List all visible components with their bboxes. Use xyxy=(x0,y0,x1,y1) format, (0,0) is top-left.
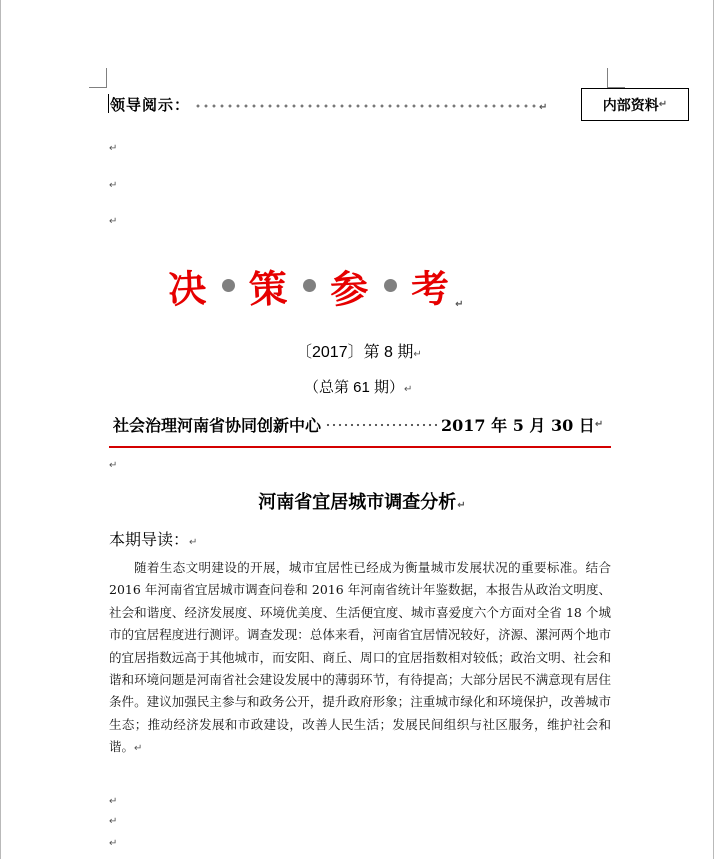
paragraph-mark-icon: ↵ xyxy=(134,743,143,755)
paragraph-mark-icon: ↵ xyxy=(413,349,422,360)
leader-dotted-leader xyxy=(194,102,539,110)
paragraph-mark-icon: ↵ xyxy=(109,816,118,827)
paragraph-mark-icon: ↵ xyxy=(457,500,466,511)
summary-text: 随着生态文明建设的开展，城市宜居性已经成为衡量城市发展状况的重要标准。结合 2016 年河南省宜居城市调查问卷和 2016 年河南省统计年鉴数据，本报告从政治文明度、社会和谐度、经济发展度、环境优美度、生活便宜度、城市喜爱度六个方面对全省 18 个城市的宜居程度进行测评。调查发现：总体来看，河南省宜居情况较好，济源、漯河两个地市的宜居指数远高于其他城市，而安阳、商丘、周口的宜居指数相对较低；政治文明、社会和谐和环境问题是河南省社会建设发展中的薄弱环节，有待提高；大部分居民不满意现有居住条件。建议加强民主参与和政务公开，提升政府形象；注重城市绿化和环境保护，改善城市生态；推动经济发展和市政建设，改善人民生活；发展民间组织与社区服务，维护社会和谐。 xyxy=(109,560,611,755)
empty-paragraph[interactable] xyxy=(109,816,117,827)
crop-mark-right-vertical xyxy=(607,68,608,88)
paragraph-mark-icon: ↵ xyxy=(658,99,668,110)
paragraph-mark-icon: ↵ xyxy=(109,216,118,227)
paragraph-mark-icon: ↵ xyxy=(404,384,413,395)
empty-paragraph[interactable] xyxy=(109,796,117,807)
summary-paragraph[interactable] xyxy=(109,557,611,761)
paragraph-mark-icon: ↵ xyxy=(109,180,118,191)
empty-paragraph[interactable] xyxy=(109,180,117,191)
page-left-edge xyxy=(0,0,1,859)
paragraph-mark-icon: ↵ xyxy=(594,419,604,430)
text-cursor xyxy=(108,94,109,113)
organization-name: 社会治理河南省协同创新中心 xyxy=(113,416,322,435)
organization-dotted-leader xyxy=(325,422,437,428)
empty-paragraph[interactable] xyxy=(109,838,117,849)
leader-review-line[interactable] xyxy=(110,94,548,115)
paragraph-mark-icon: ↵ xyxy=(109,838,118,849)
internal-material-box[interactable] xyxy=(581,88,689,121)
issue-date: 2017 年 5 月 30 日 xyxy=(441,416,595,435)
masthead-char: 参 xyxy=(329,264,372,312)
issue-number-line[interactable] xyxy=(296,339,422,362)
paragraph-mark-icon: ↵ xyxy=(189,537,198,548)
article-title-line[interactable] xyxy=(0,488,714,514)
empty-paragraph[interactable] xyxy=(109,216,117,227)
masthead-char: 策 xyxy=(248,264,291,312)
masthead-dot-separator xyxy=(384,279,397,292)
total-issue-number: （总第 61 期） xyxy=(304,379,405,396)
organization-date-line[interactable] xyxy=(113,413,603,436)
masthead-char: 考 xyxy=(410,264,453,312)
paragraph-mark-icon: ↵ xyxy=(455,299,466,310)
empty-paragraph[interactable] xyxy=(109,460,117,471)
masthead-char: 决 xyxy=(167,264,210,312)
masthead-dot-separator xyxy=(222,279,235,292)
crop-mark-left-vertical xyxy=(106,68,107,88)
empty-paragraph[interactable] xyxy=(109,143,117,154)
issue-number: 〔2017〕第 8 期 xyxy=(296,344,414,361)
paragraph-mark-icon: ↵ xyxy=(109,460,118,471)
paragraph-mark-icon: ↵ xyxy=(109,796,118,807)
internal-material-label: 内部资料 xyxy=(602,97,659,114)
guide-heading: 本期导读： xyxy=(109,530,190,549)
guide-heading-line[interactable] xyxy=(109,527,197,550)
red-divider-rule xyxy=(109,446,611,448)
leader-review-label: 领导阅示： xyxy=(110,96,191,114)
total-issue-line[interactable] xyxy=(304,376,412,397)
masthead-dot-separator xyxy=(303,279,316,292)
masthead-title[interactable] xyxy=(168,260,465,310)
paragraph-mark-icon: ↵ xyxy=(109,143,118,154)
crop-mark-left-horizontal xyxy=(89,87,107,88)
paragraph-mark-icon: ↵ xyxy=(539,102,549,113)
article-title: 河南省宜居城市调查分析 xyxy=(258,492,457,513)
